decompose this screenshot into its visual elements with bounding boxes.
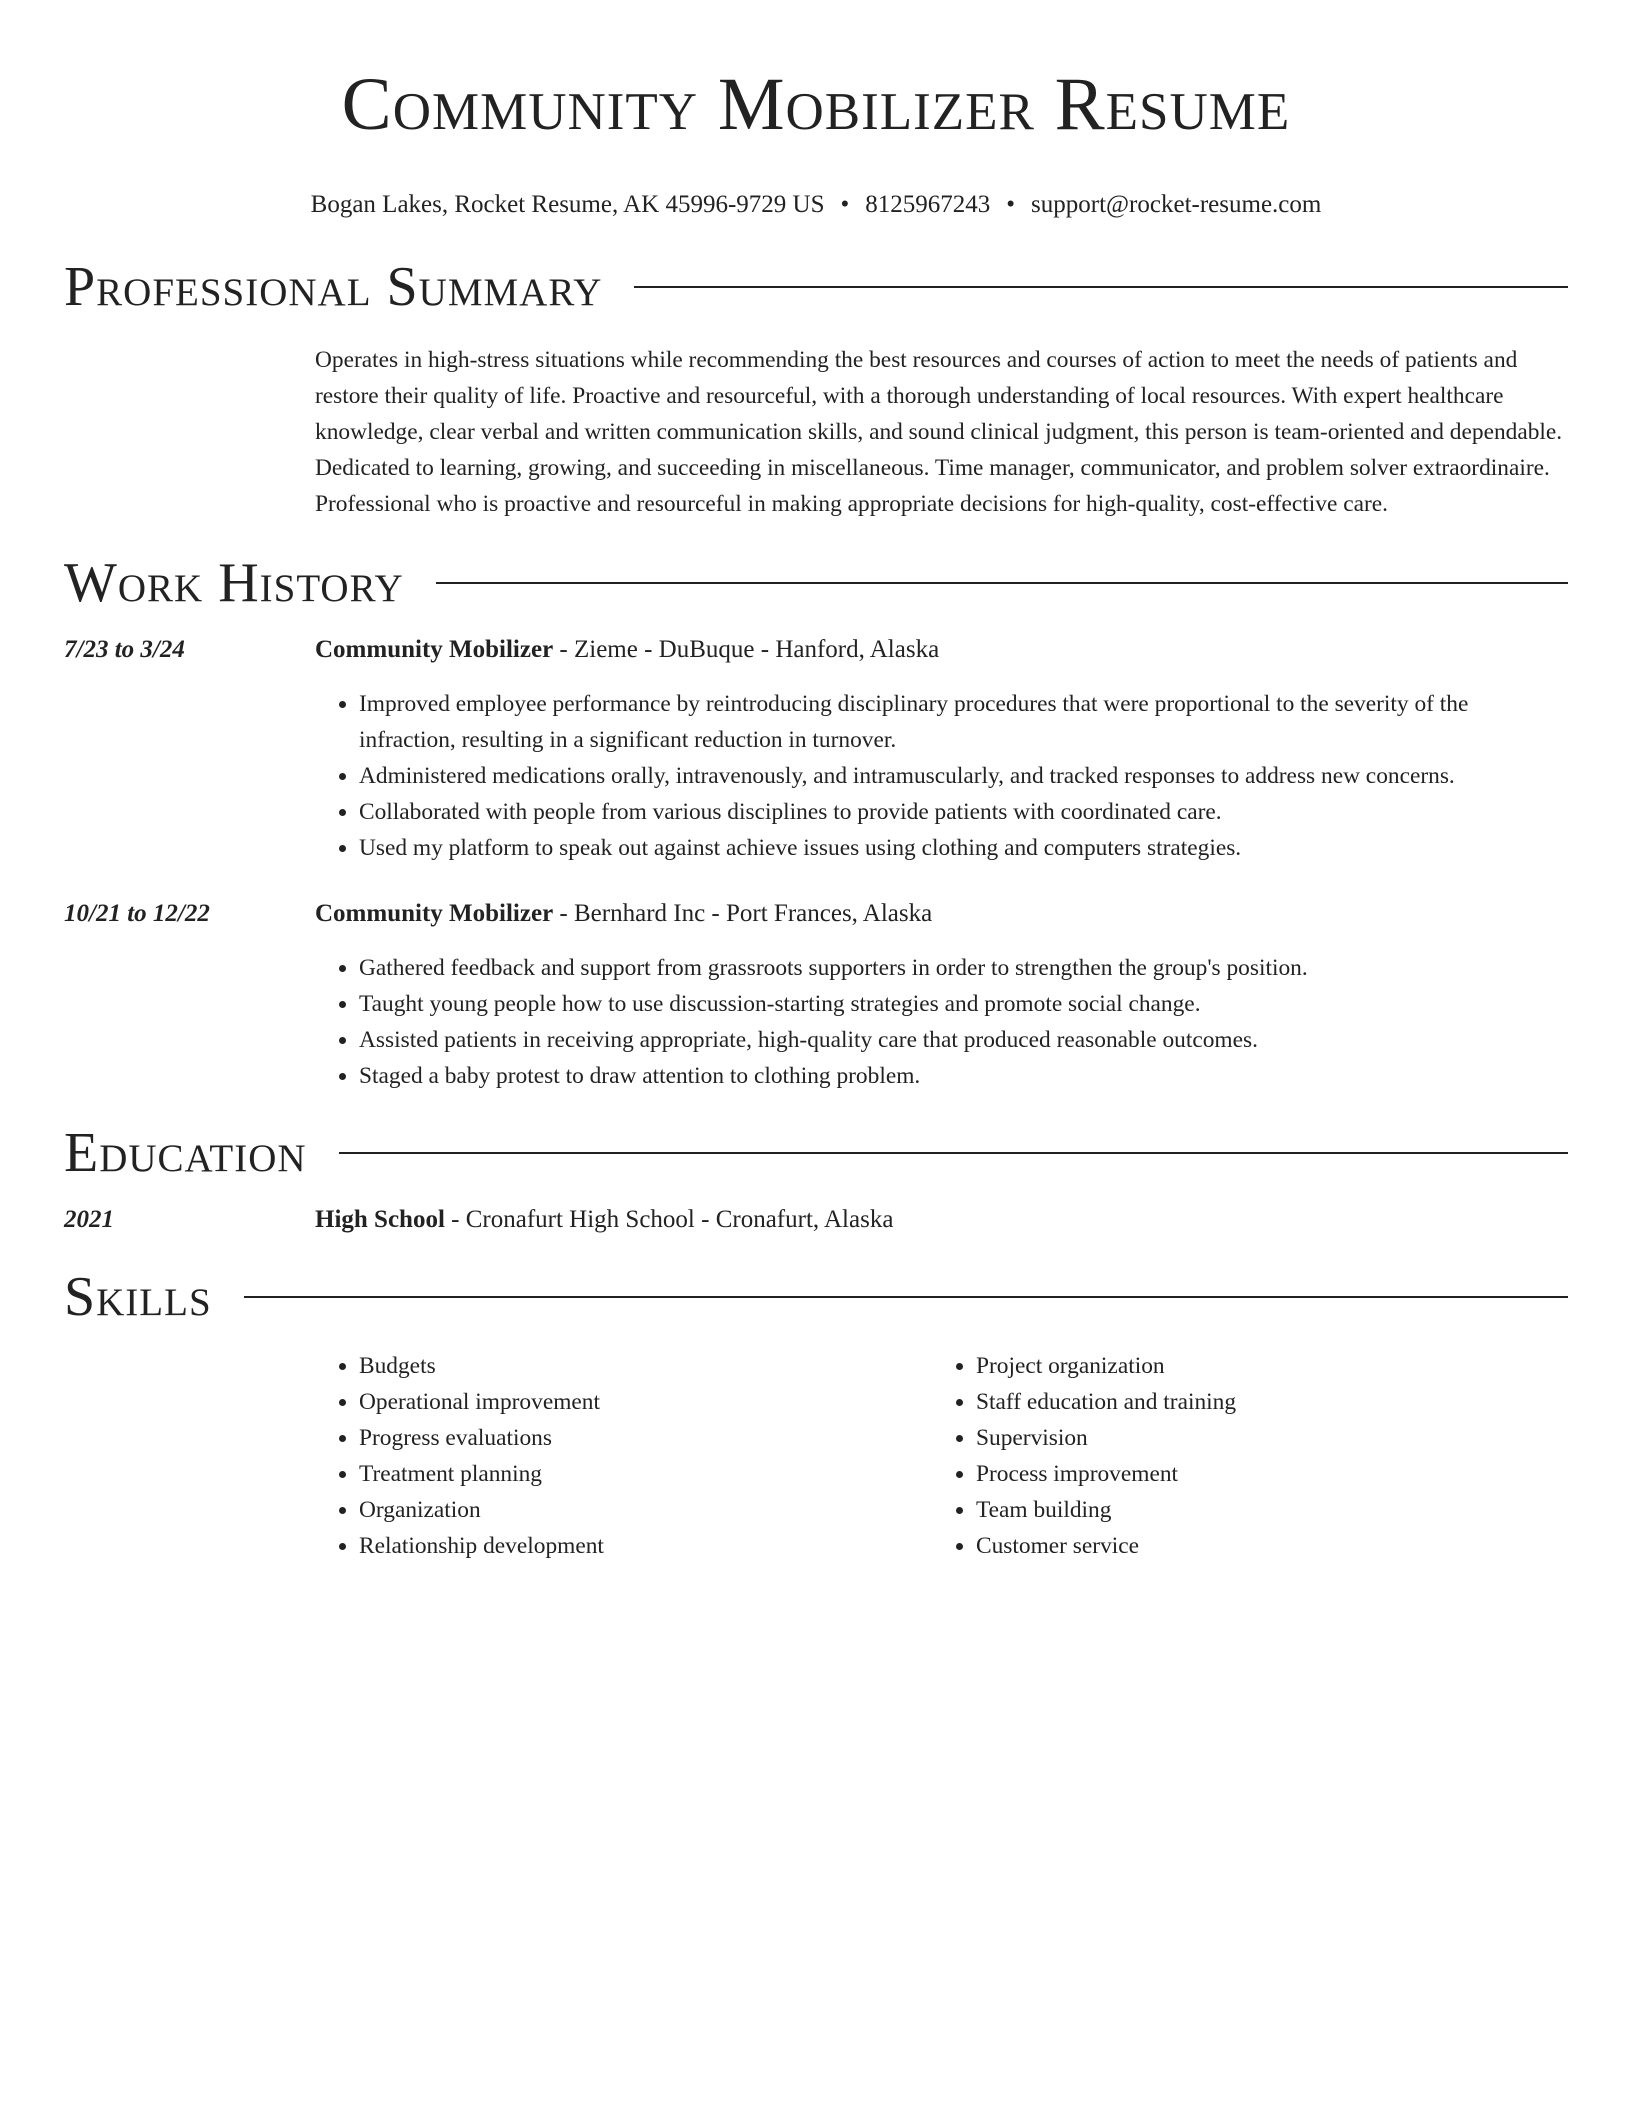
skill-item: • Operational improvement: [359, 1384, 932, 1420]
skills-list-left: [315, 1348, 932, 1564]
job-bullet: • Gathered feedback and support from grassroots supporters in order to strengthen the group's position.: [359, 950, 1568, 986]
section-divider: [436, 582, 1568, 584]
job-bullet-list: [315, 686, 1568, 866]
job-title: Community Mobilizer: [315, 636, 554, 663]
education-body: [315, 1202, 1568, 1238]
summary-section-header: [64, 252, 1568, 322]
education-heading-line: [315, 1202, 1568, 1238]
education-date: 2021: [64, 1206, 114, 1233]
work-heading-line: [315, 632, 1568, 668]
work-date: 10/21 to 12/22: [64, 900, 210, 927]
job-bullet: • Taught young people how to use discussion-starting strategies and promote social change.: [359, 986, 1568, 1022]
summary-heading: Professional Summary: [64, 256, 603, 318]
skill-item: • Relationship development: [359, 1528, 932, 1564]
skill-item: • Process improvement: [976, 1456, 1549, 1492]
job-bullet: • Assisted patients in receiving appropriate, high-quality care that produced reasonable outcomes.: [359, 1022, 1568, 1058]
section-divider: [244, 1296, 1568, 1298]
job-details: - Zieme - DuBuque - Hanford, Alaska: [553, 636, 940, 663]
work-heading: Work History: [64, 552, 404, 614]
skill-item: • Supervision: [976, 1420, 1549, 1456]
skills-section-header: [64, 1262, 1568, 1332]
skill-item: • Treatment planning: [359, 1456, 932, 1492]
skill-item: • Customer service: [976, 1528, 1549, 1564]
work-heading-line: [315, 896, 1568, 932]
contact-separator: •: [840, 191, 850, 218]
education-heading: Education: [64, 1122, 307, 1184]
work-body: [315, 632, 1568, 866]
skill-item: • Team building: [976, 1492, 1549, 1528]
resume-title: Community Mobilizer Resume: [341, 63, 1291, 146]
skill-item: • Progress evaluations: [359, 1420, 932, 1456]
resume-page: [64, 0, 1568, 1564]
work-body: [315, 896, 1568, 1094]
skills-list-right: [932, 1348, 1549, 1564]
job-bullet: • Used my platform to speak out against achieve issues using clothing and computers strategies.: [359, 830, 1568, 866]
section-divider: [634, 286, 1568, 288]
work-section-header: [64, 548, 1568, 618]
job-bullet: • Collaborated with people from various disciplines to provide patients with coordinated care.: [359, 794, 1568, 830]
job-title: Community Mobilizer: [315, 900, 554, 927]
degree-name: High School: [315, 1206, 445, 1233]
skills-columns: [315, 1348, 1568, 1564]
education-section-header: [64, 1118, 1568, 1188]
section-divider: [339, 1152, 1568, 1154]
work-entry: [64, 896, 1568, 1094]
job-details: - Bernhard Inc - Port Frances, Alaska: [553, 900, 933, 927]
skill-item: • Organization: [359, 1492, 932, 1528]
contact-phone: 8125967243: [865, 191, 991, 218]
work-entry: [64, 632, 1568, 866]
work-date: 7/23 to 3/24: [64, 636, 185, 663]
skill-item: • Budgets: [359, 1348, 932, 1384]
skills-heading: Skills: [64, 1266, 212, 1328]
job-bullet-list: [315, 950, 1568, 1094]
contact-line: [64, 188, 1568, 222]
skill-item: • Staff education and training: [976, 1384, 1549, 1420]
contact-separator: •: [1006, 191, 1016, 218]
contact-address: Bogan Lakes, Rocket Resume, AK 45996-9729 US: [310, 191, 825, 218]
contact-email: support@rocket-resume.com: [1031, 191, 1322, 218]
education-details: - Cronafurt High School - Cronafurt, Alaska: [444, 1206, 894, 1233]
summary-text: Operates in high-stress situations while recommending the best resources and courses of action to meet the needs of patients and restore their quality of life. Proactive and resourceful, with a thorough understanding of local resources. With expert healthcare knowledge, clear verbal and written communication skills, and sound clinical judgment, this person is team-oriented and dependable. Dedicated to learning, growing, and succeeding in miscellaneous. Time manager, communicator, and problem solver extraordinaire. Professional who is proactive and resourceful in making appropriate decisions for high-quality, cost-effective care.: [315, 347, 1563, 517]
education-entry: [64, 1202, 1568, 1238]
job-bullet: • Staged a baby protest to draw attention to clothing problem.: [359, 1058, 1568, 1094]
job-bullet: • Administered medications orally, intravenously, and intramuscularly, and tracked responses to address new concerns.: [359, 758, 1568, 794]
skill-item: • Project organization: [976, 1348, 1549, 1384]
job-bullet: • Improved employee performance by reintroducing disciplinary procedures that were proportional to the severity of the infraction, resulting in a significant reduction in turnover.: [359, 686, 1568, 758]
